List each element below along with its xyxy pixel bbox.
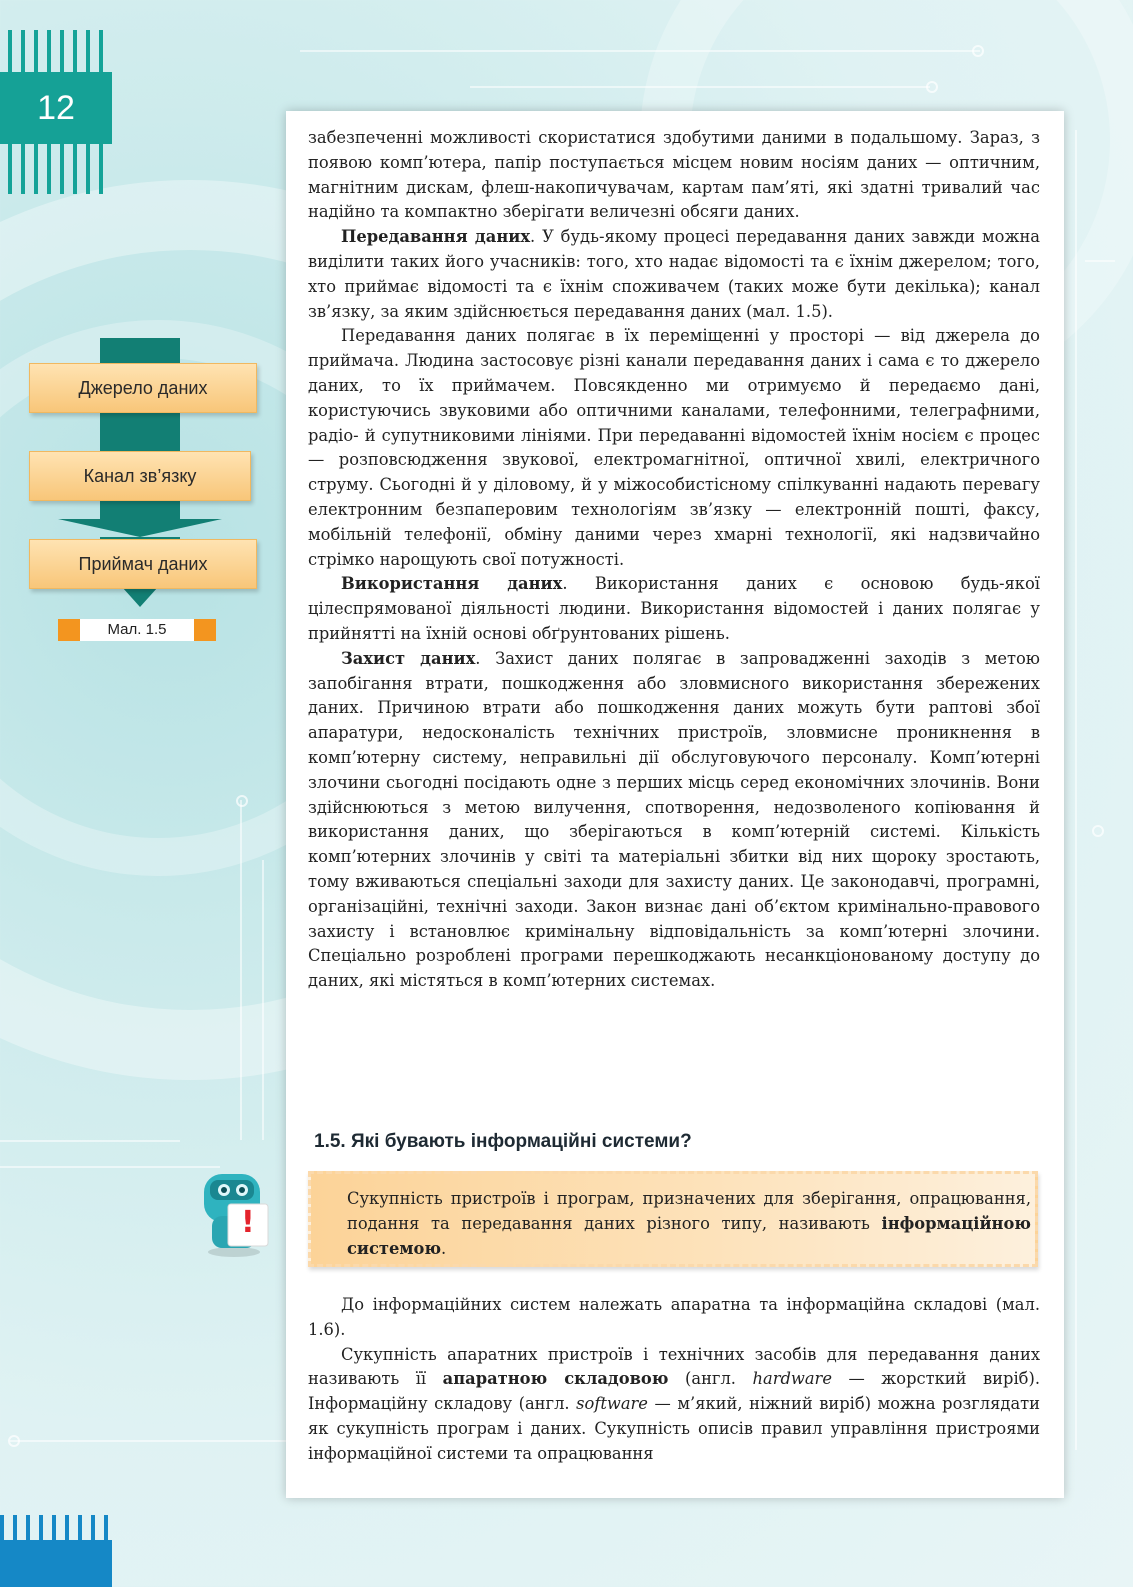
- paragraph-usage-text: . Використання даних є основою будь-якої цілеспрямованої діяльності людини. Використання відомостей і даних полягає у прийнятті на їхній основі обґрунтованих рішень.: [308, 574, 1040, 643]
- definition-text: [347, 1187, 1031, 1261]
- definition-term: інформаційною системою: [347, 1213, 1031, 1258]
- paragraph-transmission-text: . У будь-якому процесі передавання даних завжди можна виділити таких його учасників: того, хто надає відомості та є їхнім джерелом; того, хто приймає відомості та є їхнім споживачем (таких може бути декілька); канал зв’язку, за яким здійснюється передавання даних (мал. 1.5).: [308, 227, 1040, 321]
- section-heading: 1.5. Які бувають інформаційні системи?: [314, 1131, 692, 1152]
- bottom-chip-box: [0, 1540, 112, 1587]
- chip-pins-top: [8, 30, 108, 74]
- definition-end: .: [441, 1238, 447, 1258]
- paragraph-storage-end: забезпеченні можливості скористатися здобутими даними в подальшому. Зараз, з появою комп’ютера, папір поступається місцем новим носіям даних — оптичним, магнітним дискам, флеш-накопичувачам, картам пам’яті, які здатні тривалий час надійно та компактно зберігати величезні обсяги даних.: [308, 128, 1040, 222]
- term-transmission: Передавання даних: [341, 227, 531, 247]
- term-hardware: hardware: [752, 1369, 832, 1389]
- page-number-chip: [0, 30, 112, 194]
- body-text: [308, 126, 1040, 994]
- term-software: software: [576, 1394, 648, 1414]
- term-hardware-component: апаратною складовою: [442, 1369, 669, 1389]
- caption-marker-right: [194, 619, 216, 641]
- paragraph-protection: [308, 647, 1040, 994]
- paragraph-components: До інформаційних систем належать апаратна та інформаційна складові (мал. 1.6).: [308, 1295, 1040, 1339]
- paragraph-usage: [308, 572, 1040, 646]
- robot-mascot-icon: [198, 1168, 276, 1258]
- caption-text: Мал. 1.5: [107, 621, 167, 638]
- p7-part-d: — м’який, ніжний виріб) можна розглядати як сукупність програм і даних. Сукупність описів правил управління пристроями інформаційної системи та опрацювання: [308, 1394, 1041, 1463]
- bottom-chip-pins: [0, 1515, 112, 1543]
- paragraph-protection-text: . Захист даних полягає в запровадженні заходів з метою запобігання втрати, пошкодження або зловмисного використання збережених даних. Причиною втрати або пошкодження даних можуть бути раптові збої апаратури, недосконалість технічних пристроїв, зловмисне проникнення в комп’ютерну систему, неправильні дії обслуговуючого персоналу. Комп’ютерні злочини сьогодні посідають одне з перших місць серед економічних злочинів. Вони здійснюються з метою вилучення, спотворення, недозволеного копіювання й використання даних, що зберігаються в комп’ютерній системі. Кількість комп’ютерних злочинів у світі та матеріальні збитки від них щороку зростають, тому вживаються спеціальні заходи для захисту даних. Це законодавчі, програмні, організаційні, технічні заходи. Закон визнає дані об’єктом кримінально-правового захисту і встановлює кримінальну відповідальність за комп’ютерні злочини. Спеціально розроблені програми перешкоджають несанкціонованому доступу до даних, які містяться в комп’ютерних системах.: [308, 648, 1040, 991]
- diagram-arrow-tip: [122, 587, 158, 607]
- term-protection: Захист даних: [341, 648, 476, 668]
- p7-part-a: Сукупність апаратних пристроїв і технічних засобів для передавання даних називають її: [308, 1344, 1040, 1389]
- paragraph-transmission: [308, 225, 1040, 324]
- section-body: [308, 1293, 1040, 1467]
- p7-part-c: — жорсткий виріб). Інформаційну складову (англ.: [308, 1369, 1040, 1414]
- diagram-box-receiver: Приймач даних: [29, 539, 257, 589]
- diagram-arrow-head: [58, 519, 222, 537]
- figure-caption: [58, 619, 216, 641]
- diagram-box-channel: Канал зв’язку: [29, 451, 251, 501]
- exclamation-icon: !: [241, 1205, 255, 1240]
- p7-part-b: (англ.: [668, 1369, 753, 1389]
- page-number: 12: [37, 89, 75, 127]
- diagram-box-source: Джерело даних: [29, 363, 257, 413]
- term-usage: Використання даних: [341, 574, 563, 594]
- paragraph-hardware-software: [308, 1343, 1040, 1467]
- text-panel: [286, 111, 1064, 1498]
- definition-box: [308, 1171, 1038, 1267]
- paragraph-transmission-detail: Передавання даних полягає в їх переміщенні у просторі — від джерела до приймача. Людина застосовує різні канали передавання даних і сама є то джерело даних, то їх приймачем. Повсякденно ми отримуємо й передаємо дані, користуючись звуковими або оптичними каналами, телефонними, телеграфними, радіо- й супутниковими лініями. При передаванні відомостей їхнім носієм є процес — розповсюдження звукової, електромагнітної, оптичної хвилі, електричного струму. Сьогодні й у діловому, й у міжособистісному спілкуванні надають перевагу електронним безпаперовим технологіям зв’язку — електронній пошті, факсу, мобільній телефонії, обміну даними через хмарні технології, які надзвичайно стрімко нарощують свої потужності.: [308, 326, 1040, 569]
- chip-pins-bottom: [8, 144, 108, 194]
- caption-marker-left: [58, 619, 80, 641]
- definition-text-main: Сукупність пристроїв і програм, призначених для зберігання, опрацювання, подання та передавання даних різного типу, називають: [347, 1189, 1031, 1233]
